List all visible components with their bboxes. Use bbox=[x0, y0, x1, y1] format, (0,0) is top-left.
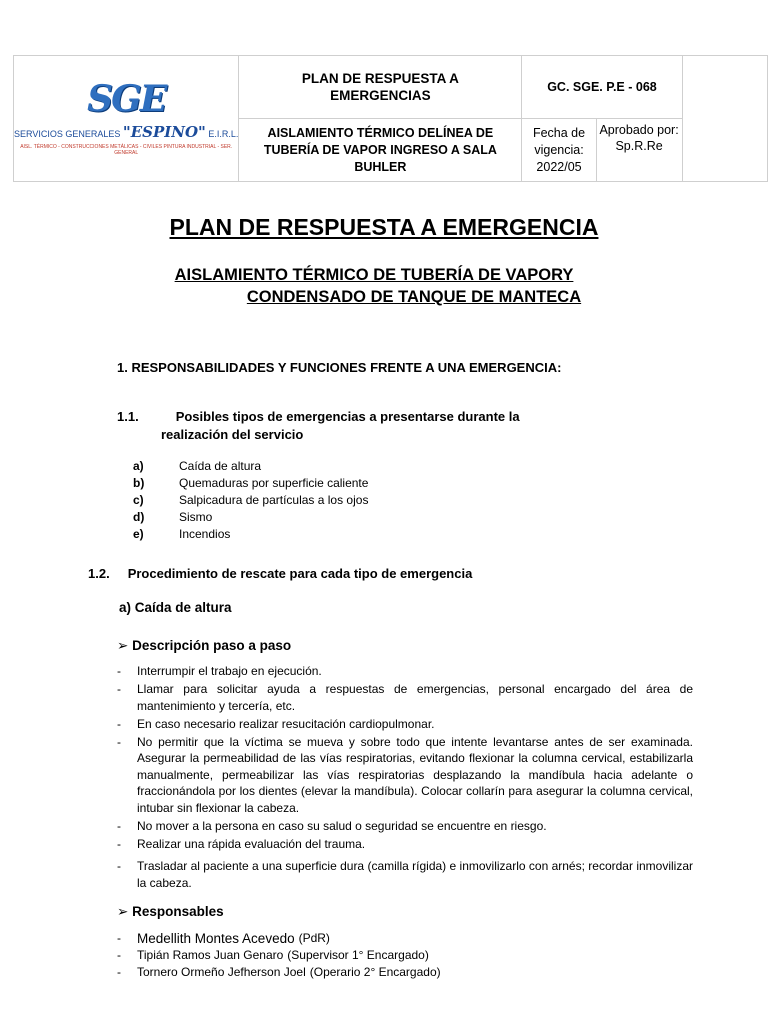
emergency-item: e) Incendios bbox=[133, 527, 231, 541]
steps-heading: ➢ Descripción paso a paso bbox=[117, 638, 292, 653]
header-approved: Aprobado por: Sp.R.Re bbox=[596, 119, 682, 182]
logo-mark: SGE bbox=[87, 78, 166, 120]
step-item: - Realizar una rápida evaluación del trauma. bbox=[117, 836, 366, 851]
step-item: - Trasladar al paciente a una superficie dura (camilla rígida) e inmovilizarlo con arnés; recordar inmovilizar la cabeza. bbox=[117, 859, 693, 890]
emergency-item: b) Quemaduras por superficie caliente bbox=[133, 476, 369, 490]
step-item: - Llamar para solicitar ayuda a respuestas de emergencias, personal encargado del área de mantenimiento y tercería, etc. bbox=[117, 682, 693, 713]
step-item: - En caso necesario realizar resucitación cardiopulmonar. bbox=[117, 716, 435, 731]
subsection-a-heading: a) Caída de altura bbox=[119, 600, 232, 615]
page-subtitle: AISLAMIENTO TÉRMICO DE TUBERÍA DE VAPORY CONDENSADO DE TANQUE DE MANTECA bbox=[174, 266, 582, 306]
emergency-types-list bbox=[133, 458, 368, 543]
document-header bbox=[13, 55, 768, 182]
step-item: - Interrumpir el trabajo en ejecución. bbox=[117, 664, 322, 678]
header-doc-code: GC. SGE. P.E - 068 bbox=[522, 56, 682, 119]
responsable-item: - Medellith Montes Acevedo (PdR) bbox=[117, 931, 330, 946]
section-1-2-heading: 1.2. Procedimiento de rescate para cada tipo de emergencia bbox=[88, 566, 473, 581]
arrow-bullet-icon: ➢ bbox=[117, 638, 129, 653]
section-1-heading: 1. RESPONSABILIDADES Y FUNCIONES FRENTE A UNA EMERGENCIA: bbox=[117, 360, 562, 375]
company-logo bbox=[14, 56, 239, 182]
page-title: PLAN DE RESPUESTA A EMERGENCIA bbox=[169, 214, 599, 240]
section-1-1-heading: 1.1. Posibles tipos de emergencias a presentarse durante la realización del servicio bbox=[117, 409, 520, 442]
emergency-item: a) Caída de altura bbox=[133, 459, 262, 473]
header-subject: AISLAMIENTO TÉRMICO DELÍNEA DE TUBERÍA DE VAPOR INGRESO A SALA BUHLER bbox=[239, 119, 522, 182]
logo-services: AISL. TÉRMICO - CONSTRUCCIONES METÁLICAS - CIVILES PINTURA INDUSTRIAL - SER. GENERAL bbox=[20, 144, 233, 156]
arrow-bullet-icon: ➢ bbox=[117, 904, 129, 919]
responsables-heading: ➢ Responsables bbox=[117, 904, 224, 919]
responsable-item: - Tornero Ormeño Jefherson Joel (Operario 2° Encargado) bbox=[117, 965, 441, 979]
step-item: - No permitir que la víctima se mueva y sobre todo que intente levantarse antes de ser examinada. Asegurar la permeabilidad de las vías respiratorias, evitando flexionar la columna cervical, estabilizarla manualmente, permeabilizar las vías respiratorias desplazando la mandíbula hacia adelante o fraccionándola por los dientes (elevar la mandíbula). Colocar collarín para asegurar la columna cervical, intubar sin flexionar la cabeza. bbox=[117, 734, 693, 815]
steps-list bbox=[117, 663, 693, 893]
step-item: - No mover a la persona en caso su salud o seguridad se encuentre en riesgo. bbox=[117, 818, 547, 833]
responsables-list bbox=[117, 930, 441, 981]
responsable-item: - Tipián Ramos Juan Genaro (Supervisor 1° Encargado) bbox=[117, 948, 429, 962]
header-empty-cell bbox=[682, 56, 767, 182]
header-doc-title: PLAN DE RESPUESTA A EMERGENCIAS bbox=[239, 56, 522, 119]
header-validity: Fecha de vigencia: 2022/05 bbox=[522, 119, 596, 182]
emergency-item: c) Salpicadura de partículas a los ojos bbox=[133, 493, 369, 507]
emergency-item: d) Sismo bbox=[133, 510, 213, 524]
logo-company-name: SERVICIOS GENERALES "ESPINO" E.I.R.L. bbox=[14, 123, 239, 141]
